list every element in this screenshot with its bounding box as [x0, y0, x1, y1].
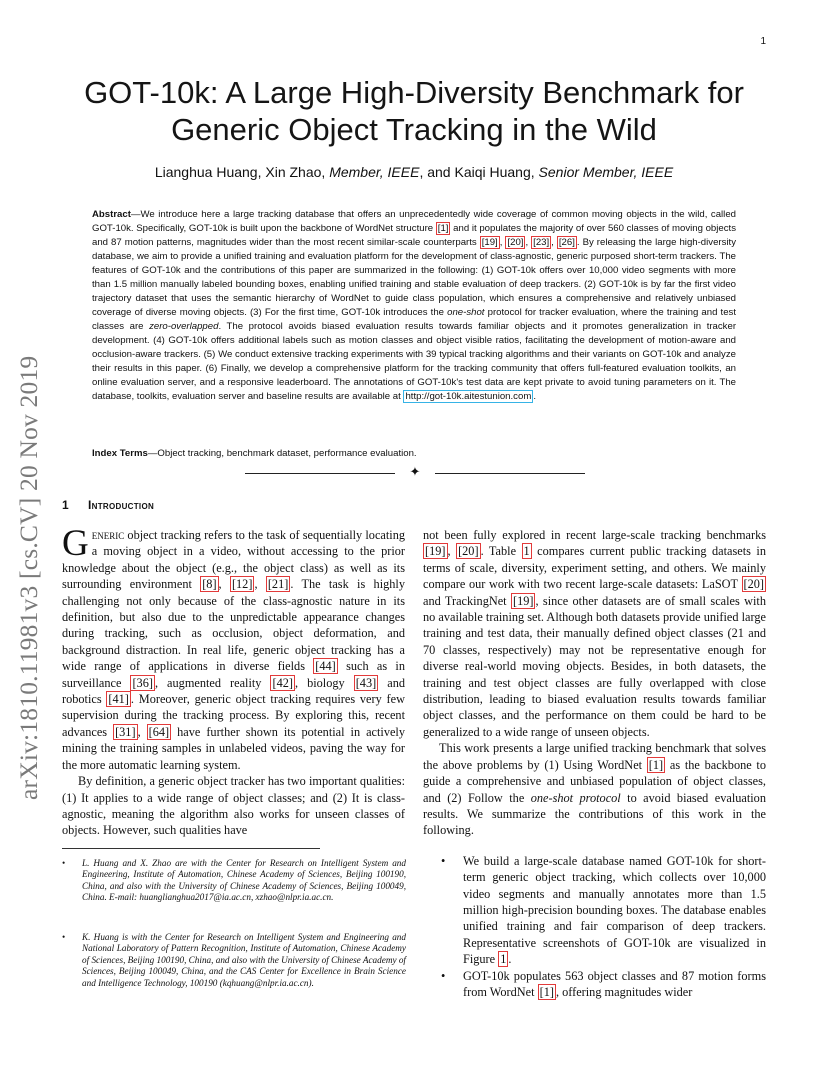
smallcaps-text: eneric [91, 528, 125, 542]
table-reference-link[interactable]: 1 [523, 544, 530, 559]
right-column [423, 527, 766, 1000]
author-names-1: Lianghua Huang, Xin Zhao, [154, 164, 330, 180]
body-text: have further shown its potential in actively mining the training samples in unlabeled videos, paving the way for the more automatic learning system. [62, 724, 405, 772]
abstract-text: —We introduce here a large tracking database that offers an unprecedentedly wide coverage of common moving objects in the wild, called GOT-10k. Specifically, GOT-10k is built upon the backbone of WordNet structure [92, 209, 736, 234]
bullet-icon: • [62, 858, 66, 868]
index-terms-text: —Object tracking, benchmark dataset, performance evaluation. [147, 448, 417, 459]
index-terms-label: Index Terms [92, 448, 148, 459]
intro-paragraph-4 [423, 740, 766, 838]
citation-link[interactable]: [31] [115, 724, 136, 739]
contribution-item-2 [423, 968, 766, 1001]
body-text: We build a large-scale database named GOT-10k for short-term generic object tracking, which collects over 10,000 video segments and manually annotates more than 1.5 million high-precision bounding boxes. The database enables unified training and fair comparison of deep trackers. Representative screenshots of GOT-10k are visualized in Figure [463, 853, 766, 967]
footnote-rule [62, 848, 320, 849]
citation-link[interactable]: [21] [267, 577, 289, 592]
citation-link[interactable]: [20] [458, 544, 479, 559]
citation-link[interactable]: [41] [108, 692, 129, 707]
index-terms [92, 447, 736, 460]
bullet-icon: • [441, 853, 446, 868]
citation-link[interactable]: [1] [648, 757, 664, 772]
emphasis-text: one-shot protocol [530, 790, 621, 805]
author-list [40, 164, 788, 180]
body-text: , [137, 724, 147, 739]
citation-link[interactable]: [20] [743, 577, 764, 592]
section-divider [245, 466, 585, 480]
body-text: , [218, 577, 230, 592]
section-title: Introduction [88, 498, 155, 512]
footnote-text: L. Huang and X. Zhao are with the Center for Research on Intelligent System and Engineering, Institute of Automation, Chinese Academy of Sciences, Beijing 100190, China, and also with the University of Chinese Academy of Sciences, Beijing 100049, China. E-mail: huanglianghua2017@ia.ac.cn, xzhao@nlpr.ia.ac.cn. [82, 858, 406, 903]
body-text: compares current public tracking datasets in terms of scale, diversity, experiment setting, and others. We mainly compare our work with two recent large-scale datasets: LaSOT [423, 544, 766, 592]
citation-link[interactable]: [1] [539, 984, 554, 999]
section-heading [62, 498, 154, 512]
abstract-emphasis: one-shot [447, 307, 485, 318]
citation-link[interactable]: [19] [512, 593, 534, 608]
body-text: . [508, 952, 512, 967]
abstract [92, 208, 736, 404]
citation-link[interactable]: [20] [507, 237, 524, 248]
website-link[interactable]: http://got-10k.aitestunion.com [405, 391, 532, 402]
body-text: , biology [294, 675, 354, 690]
citation-link[interactable]: [36] [132, 675, 153, 690]
footnote-affiliation-2 [62, 932, 406, 989]
body-text: This work presents a large unified tracking benchmark that solves the above problems by (1) Using WordNet [423, 741, 766, 772]
abstract-emphasis: zero-overlapped [149, 321, 219, 332]
body-text: , offering magnitudes wider [555, 984, 693, 999]
intro-paragraph-2: By definition, a generic object tracker has two important qualities: (1) It applies to a wide range of object classes; and (2) It is class-agnostic, meaning the algorithm also works for unseen classes of objects. However, such qualities have [62, 774, 405, 838]
abstract-text: . The protocol avoids biased evaluation results towards familiar objects and it promotes generalization in tracker development. (4) GOT-10k offers additional labels such as motion classes and object visible ratios, facilitating the development of motion-aware and occlusion-aware trackers. (5) We conduct extensive tracking experiments with 39 typical tracking algorithms and their variants on GOT-10k and analyze their results in this paper. (6) Finally, we develop a comprehensive platform for the tracking community that offers full-featured evaluation toolkits, an online evaluation server, and a responsive leaderboard. The annotations of GOT-10k's test data are kept private to avoid tuning parameters on it. The database, toolkits, evaluation server and baseline results are available at [92, 321, 737, 402]
bullet-icon: • [441, 968, 446, 983]
divider-line-left [245, 473, 395, 474]
paper-title [40, 74, 788, 148]
citation-link[interactable]: [12] [231, 577, 253, 592]
body-text: to avoid biased evaluation results. We summarize the contributions of this work in the following. [423, 790, 766, 838]
arxiv-stamp: arXiv:1810.11981v3 [cs.CV] 20 Nov 2019 [14, 355, 43, 800]
title-line-1: GOT-10k: A Large High-Diversity Benchmark for [84, 75, 744, 110]
section-number: 1 [62, 498, 69, 512]
abstract-text: . [533, 391, 536, 402]
figure-reference-link[interactable]: 1 [500, 952, 507, 967]
body-text: and robotics [62, 675, 405, 707]
citation-link[interactable]: [19] [425, 544, 446, 559]
citation-link[interactable]: [43] [355, 675, 377, 690]
body-text: and TrackingNet [423, 593, 511, 608]
contribution-item-1 [423, 853, 766, 968]
page-number: 1 [760, 36, 766, 47]
citation-link[interactable]: [23] [533, 237, 550, 248]
diamond-star-icon: ✦ [409, 464, 421, 479]
body-text: object tracking refers to the task of sequentially locating a moving object in a video, without accessing to the prior knowledge about the object (e.g., the object class) as well as its surrounding environment [62, 528, 405, 592]
citation-link[interactable]: [19] [481, 237, 498, 248]
body-text: , since other datasets are of small scales with no available training set. Although both datasets provide unified large training and test data, their manually defined object classes (21 and 70 classes, respectively) may not be representative enough for diverse real-world moving objects. Besides, in both datasets, the training and test object classes are fully overlapped with close distribution, leading to biased evaluation results towards familiar object classes, and the performance on them could be hard to be generalized to a wide range of unseen objects. [423, 593, 767, 739]
title-line-2: Generic Object Tracking in the Wild [171, 112, 657, 147]
citation-link[interactable]: [44] [315, 659, 336, 674]
body-text: . The task is highly challenging not only because of the class-agnostic nature in its definition, but also due to the unpredictable appearance changes during tracking, such as occlusion, object deformation, and background distraction. In real life, generic object tracking has a wide range of applications in diverse fields [62, 577, 405, 674]
body-text: , [254, 577, 266, 592]
citation-link[interactable]: [42] [272, 675, 293, 690]
abstract-text: and it populates the majority of over 560 classes of moving objects and 87 motion patterns, magnitudes wider than the most recent similar-scale counterparts [92, 223, 736, 248]
abstract-text: , [525, 237, 532, 248]
abstract-text: , [499, 237, 506, 248]
citation-link[interactable]: [1] [437, 223, 449, 234]
body-text: . Moreover, generic object tracking requires very few supervision during the tracking process. By exploring this, recent advances [62, 692, 405, 739]
body-text: such as in surveillance [62, 659, 405, 690]
citation-link[interactable]: [26] [558, 237, 575, 248]
body-text: , [447, 544, 457, 559]
body-text: not been fully explored in recent large-scale tracking benchmarks [423, 528, 766, 542]
author-names-2: , and Kaiqi Huang, [419, 164, 539, 180]
body-text: GOT-10k populates 563 object classes and 87 motion forms from WordNet [463, 968, 766, 999]
abstract-text: protocol for tracker evaluation, where the training and test classes are [92, 307, 736, 332]
drop-cap: G [62, 523, 89, 564]
citation-link[interactable]: [8] [202, 577, 217, 592]
body-text: , augmented reality [154, 675, 271, 690]
abstract-label: Abstract [92, 209, 131, 220]
abstract-text: , [551, 237, 557, 248]
abstract-text: . By releasing the large high-diversity database, we aim to provide a unified training and evaluation platform for the development of class-agnostic, generic purposed short-term trackers. The features of GOT-10k and the contributions of this paper are summarized in the following: (1) GOT-10k offers over 10,000 video segments with more than 1.5 million manually labeled bounding boxes, enabling unified training and stable evaluation of deep trackers. (2) GOT-10k is by far the first video trajectory dataset that uses the semantic hierarchy of WordNet to guide class population, which ensures a comprehensive and relatively unbiased coverage of diverse moving objects. (3) For the first time, GOT-10k introduces the [92, 237, 736, 318]
body-text: as the backbone to guide a comprehensive and unbiased population of object classes, and (2) Follow the [423, 757, 766, 805]
author-role-1: Member, IEEE [329, 164, 420, 180]
footnote-text: K. Huang is with the Center for Research on Intelligent System and Engineering and National Laboratory of Pattern Recognition, Institute of Automation, Chinese Academy of Sciences, Beijing 100190, China, and also with the University of Chinese Academy of Sciences, Beijing 100049, China, and the CAS Center for Excellence in Brain Science and Intelligence Technology, 100190 (kqhuang@nlpr.ia.ac.cn). [82, 932, 406, 988]
intro-paragraph-3 [423, 527, 766, 740]
bullet-icon: • [62, 932, 66, 942]
body-text: . Table [480, 544, 522, 559]
citation-link[interactable]: [64] [148, 724, 170, 739]
intro-paragraph-1 [62, 523, 405, 773]
author-role-2: Senior Member, IEEE [538, 164, 674, 180]
left-column [62, 523, 405, 839]
footnote-affiliation-1 [62, 858, 406, 904]
divider-line-right [435, 473, 585, 474]
